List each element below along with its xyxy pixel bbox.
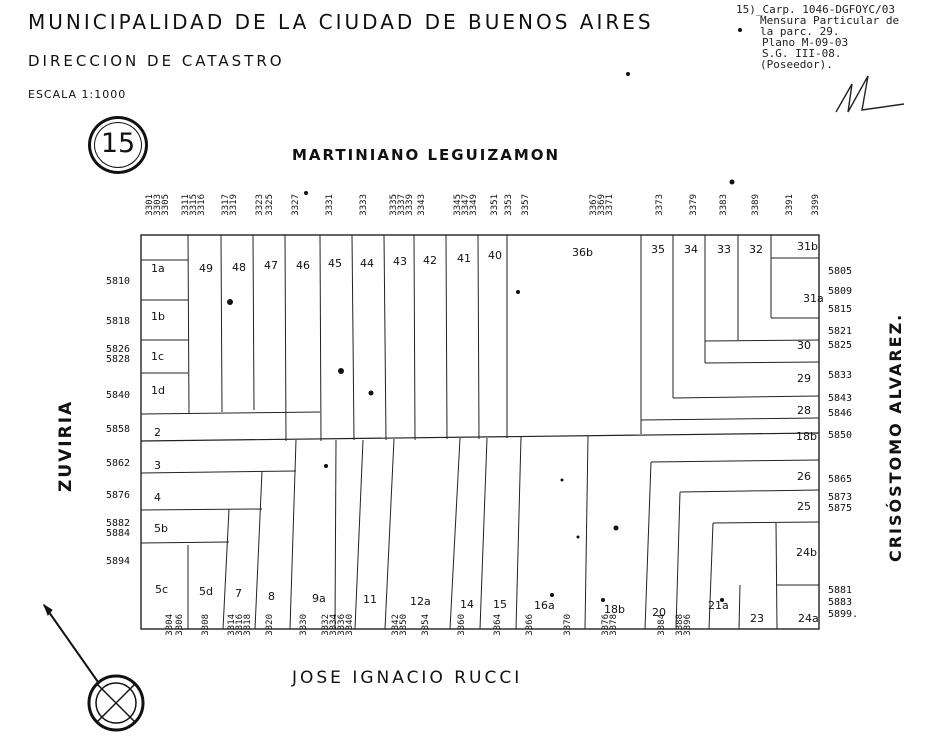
- left-parcel-number: 5862: [106, 458, 131, 469]
- department-subtitle: DIRECCION DE CATASTRO: [28, 52, 285, 70]
- left-parcel-number: 5876: [106, 490, 131, 501]
- note-line: (Poseedor).: [760, 58, 833, 71]
- lot-label: 32: [749, 243, 763, 256]
- bottom-parcel-number: 3376: [601, 614, 611, 636]
- lot-label: 26: [797, 470, 811, 483]
- parcel-boundaries: [141, 235, 819, 629]
- lot-label: 49: [199, 262, 213, 275]
- top-parcel-number: 3333: [359, 194, 369, 216]
- right-parcel-number: 5865: [828, 474, 853, 485]
- lot-label: 11: [363, 593, 377, 606]
- lot-label: 21a: [708, 599, 729, 612]
- lot-label: 12a: [410, 595, 431, 608]
- bottom-parcel-number: 3354: [421, 614, 431, 636]
- top-parcel-number: 3373: [655, 194, 665, 216]
- right-parcel-number: 5875: [828, 503, 853, 514]
- lot-label: 30: [797, 339, 811, 352]
- lot-label: 1c: [151, 350, 165, 363]
- north-arrow-icon: [44, 605, 143, 730]
- lot-label: 23: [750, 612, 764, 625]
- signature-mark: [836, 76, 904, 112]
- bottom-parcel-number: 3388: [675, 614, 685, 636]
- lot-label: 31b: [797, 240, 818, 253]
- right-parcel-number: 5846: [828, 408, 853, 419]
- right-parcel-number: 5809: [828, 286, 853, 297]
- lot-label: 43: [393, 255, 407, 268]
- bottom-parcel-number: 3378: [609, 614, 619, 636]
- right-parcel-number: 5899.: [828, 609, 859, 620]
- left-parcel-number: 5894: [106, 556, 131, 567]
- lot-label: 45: [328, 257, 342, 270]
- lot-label: 41: [457, 252, 471, 265]
- lot-label: 4: [154, 491, 161, 504]
- block-outline: [141, 235, 819, 629]
- lot-label: 29: [797, 372, 811, 385]
- lot-label: 47: [264, 259, 278, 272]
- bottom-parcel-number: 3332: [321, 614, 331, 636]
- street-west: ZUVIRIA: [56, 399, 76, 492]
- top-parcel-number: 3345: [453, 194, 463, 216]
- left-parcel-number: 5810: [106, 276, 131, 287]
- lot-label: 48: [232, 261, 246, 274]
- lot-label: 42: [423, 254, 437, 267]
- lot-label: 18b: [796, 430, 817, 443]
- top-parcel-number: 3325: [265, 194, 275, 216]
- bottom-parcel-number: 3308: [201, 614, 211, 636]
- top-parcel-number: 3303: [153, 194, 163, 216]
- top-parcel-number: 3335: [389, 194, 399, 216]
- bottom-parcel-number: 3304: [165, 614, 175, 636]
- bottom-parcel-number: 3336: [337, 614, 347, 636]
- top-parcel-number: 3337: [397, 194, 407, 216]
- top-parcel-number: 3389: [751, 194, 761, 216]
- block-number: 15: [100, 128, 136, 159]
- top-parcel-number: 3399: [811, 194, 821, 216]
- top-parcel-number: 3391: [785, 194, 795, 216]
- top-parcel-number: 3369: [597, 194, 607, 216]
- note-line: Mensura Particular de: [760, 14, 900, 27]
- bottom-parcel-number: 3364: [493, 614, 503, 636]
- lot-label: 8: [268, 590, 275, 603]
- top-parcel-number: 3347: [461, 194, 471, 216]
- left-parcel-number: 5858: [106, 424, 131, 435]
- top-parcel-number: 3351: [490, 194, 500, 216]
- left-parcel-number: 5826: [106, 344, 131, 355]
- lot-label: 35: [651, 243, 665, 256]
- page-title: MUNICIPALIDAD DE LA CIUDAD DE BUENOS AIRES: [28, 10, 654, 34]
- street-south: JOSE IGNACIO RUCCI: [292, 668, 523, 688]
- top-parcel-number: 3319: [229, 194, 239, 216]
- lot-label: 7: [235, 587, 242, 600]
- lot-label: 14: [460, 598, 474, 611]
- lot-label: 40: [488, 249, 502, 262]
- left-parcel-number: 5840: [106, 390, 131, 401]
- top-parcel-number: 3317: [221, 194, 231, 216]
- bottom-parcel-number: 3306: [175, 614, 185, 636]
- lot-label: 16a: [534, 599, 555, 612]
- lot-label: 34: [684, 243, 698, 256]
- scale-label: ESCALA 1:1000: [28, 88, 127, 101]
- right-parcel-number: 5883: [828, 597, 853, 608]
- lot-label: 1d: [151, 384, 165, 397]
- right-parcel-number: 5850: [828, 430, 853, 441]
- lot-label: 15: [493, 598, 507, 611]
- bottom-parcel-number: 3370: [563, 614, 573, 636]
- top-parcel-number: 3357: [521, 194, 531, 216]
- top-parcel-number: 3339: [405, 194, 415, 216]
- top-parcel-number: 3349: [469, 194, 479, 216]
- top-parcel-number: 3331: [325, 194, 335, 216]
- street-north: MARTINIANO LEGUIZAMON: [292, 146, 561, 164]
- right-parcel-number: 5843: [828, 393, 853, 404]
- lot-label: 46: [296, 259, 310, 272]
- top-parcel-number: 3371: [605, 194, 615, 216]
- lot-label: 33: [717, 243, 731, 256]
- right-parcel-number: 5873: [828, 492, 853, 503]
- right-parcel-number: 5881: [828, 585, 853, 596]
- lot-label: 20: [652, 606, 666, 619]
- lot-label: 1a: [151, 262, 165, 275]
- lot-label: 44: [360, 257, 374, 270]
- note-line: S.G. III-08.: [762, 47, 842, 60]
- top-parcel-number: 3323: [255, 194, 265, 216]
- right-parcel-number: 5833: [828, 370, 853, 381]
- top-parcel-number: 3379: [689, 194, 699, 216]
- note-line: 15)_Carp. 1046-DGFOYC/03: [736, 3, 895, 16]
- lot-label: 18b: [604, 603, 625, 616]
- bottom-parcel-number: 3320: [265, 614, 275, 636]
- top-parcel-number: 3367: [589, 194, 599, 216]
- lot-label: 5d: [199, 585, 213, 598]
- left-parcel-number: 5884: [106, 528, 131, 539]
- lot-label: 2: [154, 426, 161, 439]
- left-parcel-number: 5882: [106, 518, 131, 529]
- lot-label: 3: [154, 459, 161, 472]
- right-parcel-number: 5821: [828, 326, 853, 337]
- lot-label: 28: [797, 404, 811, 417]
- top-parcel-number: 3353: [504, 194, 514, 216]
- bottom-parcel-number: 3342: [391, 614, 401, 636]
- bottom-parcel-number: 3384: [657, 614, 667, 636]
- bottom-parcel-number: 3314: [227, 614, 237, 636]
- left-parcel-number: 5818: [106, 316, 131, 327]
- right-parcel-number: 5815: [828, 304, 853, 315]
- bottom-parcel-number: 3350: [399, 614, 409, 636]
- lot-label: 9a: [312, 592, 326, 605]
- top-parcel-number: 3343: [417, 194, 427, 216]
- top-parcel-number: 3311: [181, 194, 191, 216]
- bottom-parcel-number: 3334: [329, 614, 339, 636]
- bottom-parcel-number: 3316: [235, 614, 245, 636]
- top-parcel-number: 3327: [291, 194, 301, 216]
- bottom-parcel-number: 3318: [243, 614, 253, 636]
- bottom-parcel-number: 3396: [683, 614, 693, 636]
- lot-label: 25: [797, 500, 811, 513]
- top-parcel-number: 3305: [161, 194, 171, 216]
- top-parcel-number: 3301: [145, 194, 155, 216]
- top-parcel-number: 3316: [197, 194, 207, 216]
- bottom-parcel-number: 3340: [345, 614, 355, 636]
- left-parcel-number: 5828: [106, 354, 131, 365]
- bottom-parcel-number: 3366: [525, 614, 535, 636]
- bottom-parcel-number: 3360: [457, 614, 467, 636]
- lot-label: 5c: [155, 583, 169, 596]
- bottom-parcel-number: 3330: [299, 614, 309, 636]
- right-parcel-number: 5825: [828, 340, 853, 351]
- street-east: CRISÓSTOMO ALVAREZ.: [886, 312, 905, 562]
- lot-label: 24a: [798, 612, 819, 625]
- lot-label: 24b: [796, 546, 817, 559]
- top-parcel-number: 3383: [719, 194, 729, 216]
- lot-label: 5b: [154, 522, 168, 535]
- note-line: la parc. 29.: [760, 25, 840, 38]
- lot-label: 1b: [151, 310, 165, 323]
- right-parcel-number: 5805: [828, 266, 853, 277]
- top-parcel-number: 3315: [189, 194, 199, 216]
- lot-label: 36b: [572, 246, 593, 259]
- note-line: Plano M-09-03: [762, 36, 849, 49]
- lot-label: 31a: [803, 292, 824, 305]
